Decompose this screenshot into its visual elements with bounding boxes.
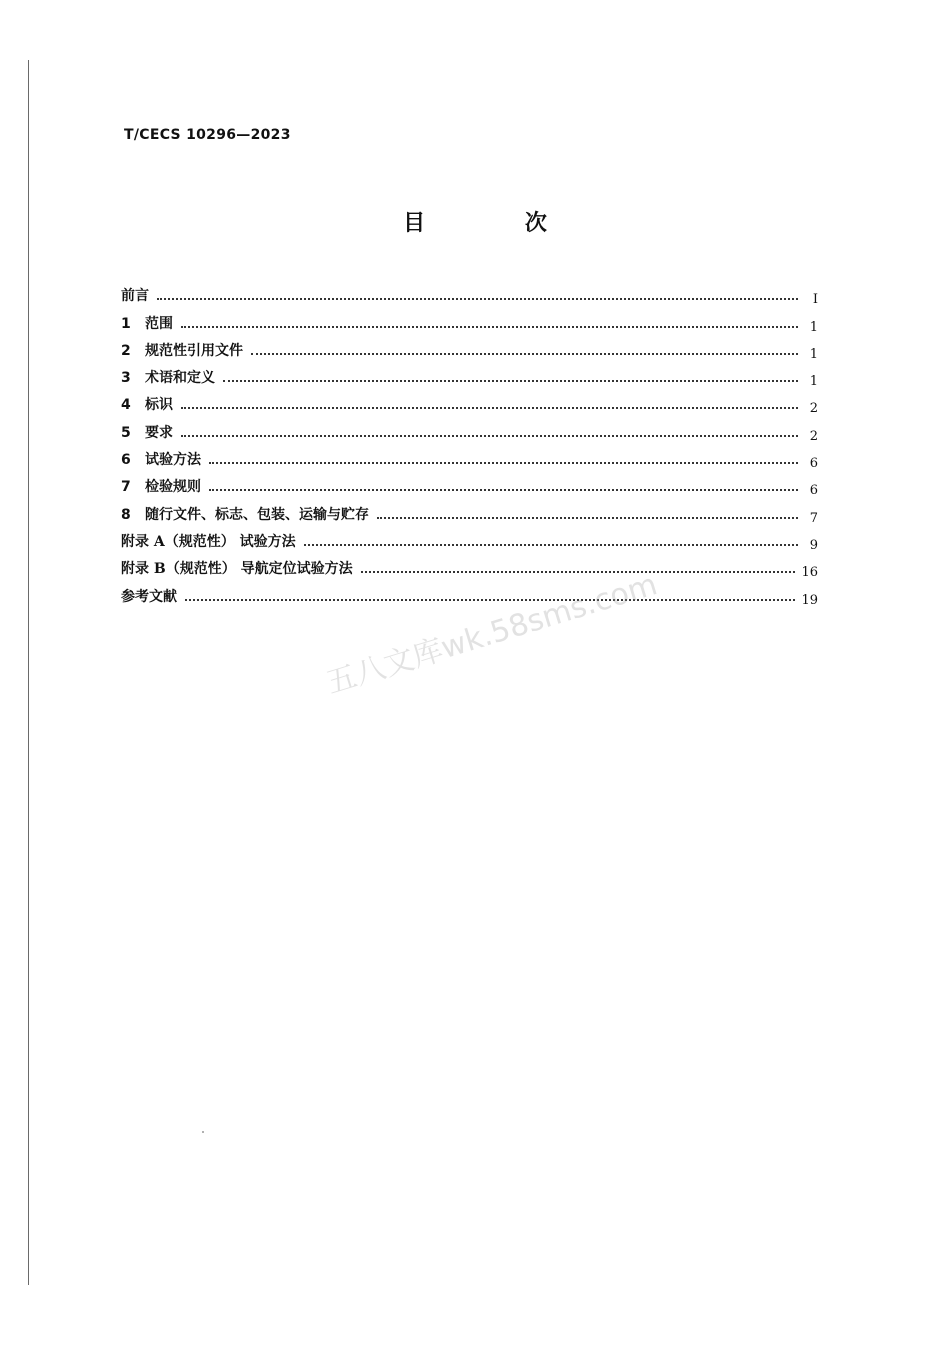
toc-entry-annex-b[interactable] xyxy=(121,549,818,581)
toc-dot-leader xyxy=(157,298,798,300)
toc-page-number: Ⅰ xyxy=(812,292,818,308)
toc-entry-label: 标识 xyxy=(145,397,173,414)
toc-dot-leader xyxy=(209,489,798,491)
toc-entry-label: 附录 A（规范性） 试验方法 xyxy=(121,533,296,550)
toc-entry-test-methods[interactable] xyxy=(121,440,818,472)
toc-entry-foreword[interactable] xyxy=(121,276,818,308)
toc-section-number: 6 xyxy=(121,452,131,469)
toc-dot-leader xyxy=(251,353,798,355)
standard-code: T/CECS 10296—2023 xyxy=(124,127,291,143)
toc-entry-normative-references[interactable] xyxy=(121,331,818,362)
toc-page-number: 9 xyxy=(809,537,818,553)
toc-dot-leader xyxy=(209,462,798,464)
toc-page-number: 6 xyxy=(809,483,818,499)
toc-section-number: 7 xyxy=(121,479,131,496)
toc-entry-label: 参考文献 xyxy=(121,588,177,605)
toc-page-number: 2 xyxy=(809,428,818,444)
toc-entry-documents-packaging[interactable] xyxy=(121,494,818,526)
toc-entry-label: 要求 xyxy=(145,424,173,441)
toc-dot-leader xyxy=(181,326,798,328)
toc-entry-label: 术语和定义 xyxy=(145,370,215,387)
toc-page-number: 2 xyxy=(809,401,818,417)
toc-page-number: 19 xyxy=(801,592,818,608)
toc-dot-leader xyxy=(304,544,798,546)
toc-dot-leader xyxy=(181,435,798,437)
toc-section-number: 3 xyxy=(121,370,131,387)
toc-entry-label: 前言 xyxy=(121,288,149,305)
toc-section-number: 2 xyxy=(121,342,131,359)
toc-page-number: 1 xyxy=(809,346,818,362)
toc-page-number: 1 xyxy=(809,319,818,335)
toc-section-number: 4 xyxy=(121,397,131,414)
watermark-text: 五八文库wk.58sms.com xyxy=(322,567,662,702)
toc-entry-inspection-rules[interactable] xyxy=(121,467,818,499)
toc-page-number: 16 xyxy=(801,565,818,581)
toc-page-number: 6 xyxy=(809,456,818,472)
toc-entry-label: 范围 xyxy=(145,315,173,332)
toc-entry-label: 规范性引用文件 xyxy=(145,342,243,359)
toc-entry-scope[interactable] xyxy=(121,303,818,335)
toc-dot-leader xyxy=(181,407,798,409)
toc-section-number: 8 xyxy=(121,506,131,523)
scan-speck xyxy=(202,1131,204,1133)
toc-entry-requirements[interactable] xyxy=(121,412,818,444)
toc-dot-leader xyxy=(361,571,796,573)
toc-entry-label: 检验规则 xyxy=(145,479,201,496)
toc-entry-terms-definitions[interactable] xyxy=(121,358,818,390)
toc-entry-bibliography[interactable] xyxy=(121,576,818,608)
toc-section-number: 1 xyxy=(121,315,131,332)
toc-page-number: 1 xyxy=(809,374,818,390)
scan-edge-line xyxy=(28,60,29,1285)
table-of-contents xyxy=(121,276,818,608)
toc-entry-label: 随行文件、标志、包装、运输与贮存 xyxy=(145,506,369,523)
toc-dot-leader xyxy=(185,599,795,601)
toc-entry-label: 附录 B（规范性） 导航定位试验方法 xyxy=(121,561,353,578)
toc-section-number: 5 xyxy=(121,424,131,441)
toc-dot-leader xyxy=(377,517,798,519)
toc-entry-annex-a[interactable] xyxy=(121,522,818,553)
toc-entry-marking[interactable] xyxy=(121,385,818,417)
toc-heading: 目 次 xyxy=(403,211,593,236)
toc-entry-label: 试验方法 xyxy=(145,452,201,469)
toc-dot-leader xyxy=(223,380,798,382)
toc-page-number: 7 xyxy=(809,510,818,526)
